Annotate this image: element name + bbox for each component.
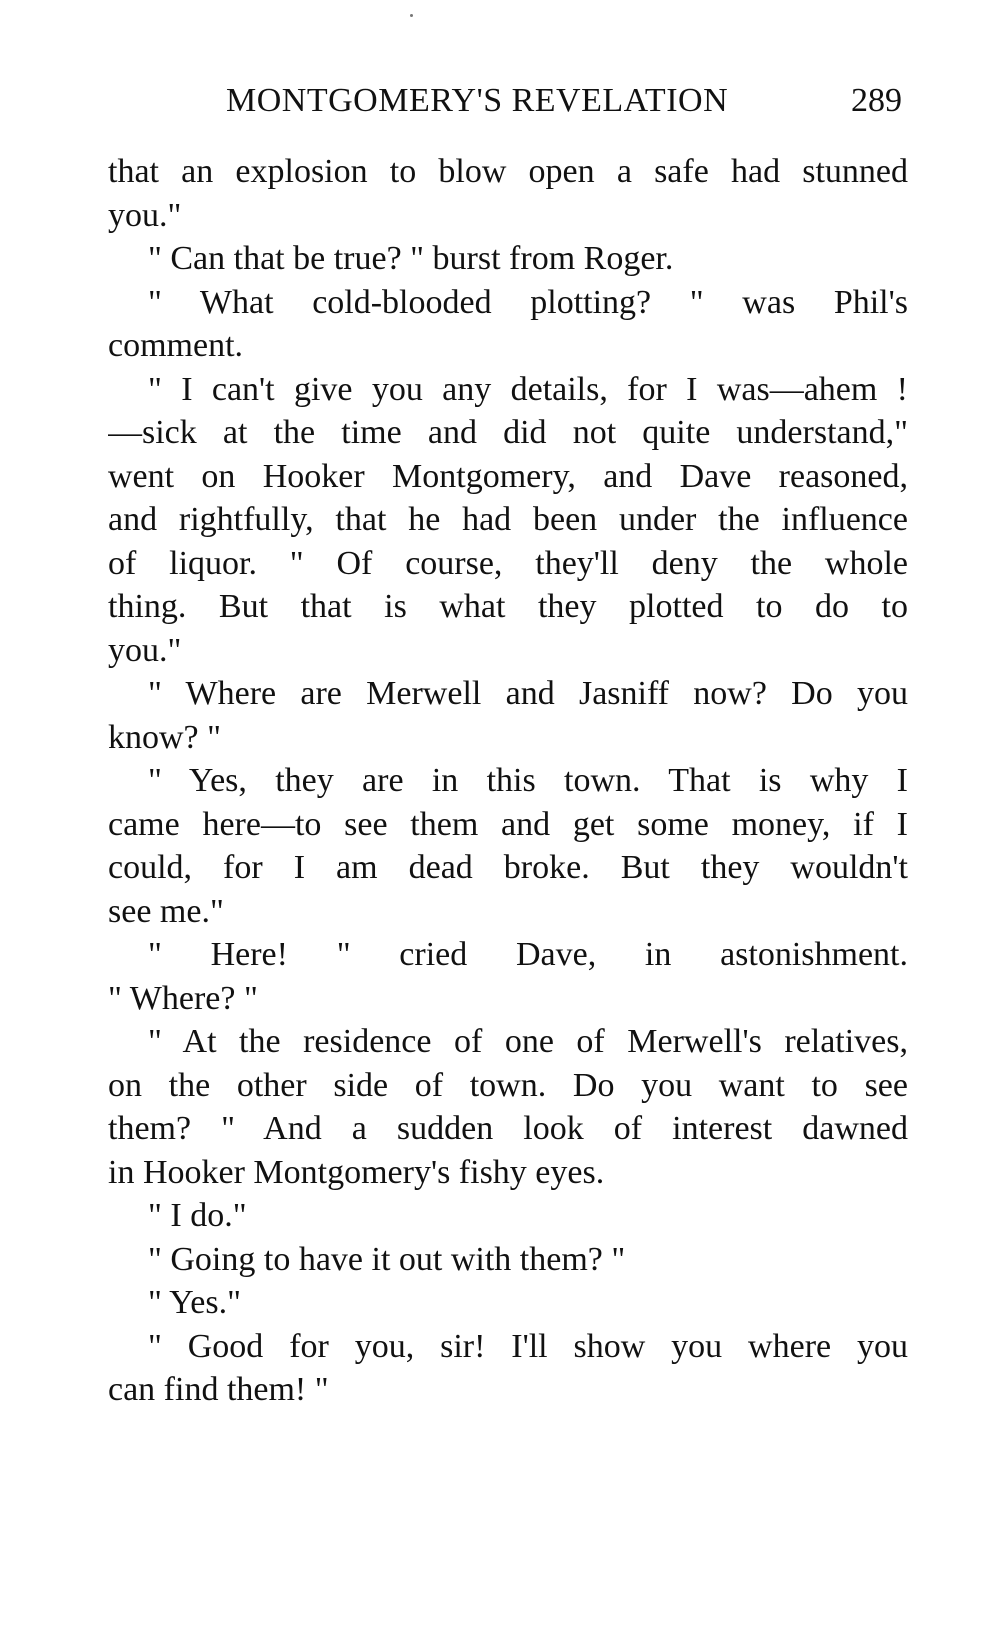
text-line: " Yes." [148, 1284, 241, 1321]
text-line: —sick at the time and did not quite understand," [108, 414, 908, 451]
running-title: MONTGOMERY'S REVELATION [226, 82, 729, 119]
text-line: you." [108, 631, 182, 669]
text-line: " Going to have it out with them? " [148, 1240, 626, 1278]
text-line: on the other side of town. Do you want to see [108, 1066, 908, 1104]
text-line: went on Hooker Montgomery, and Dave reasoned, [108, 457, 908, 495]
text-line: in Hooker Montgomery's fishy eyes. [108, 1153, 605, 1191]
text-line: " Yes, they are in this town. That is why I [148, 762, 908, 799]
text-line: " Can that be true? " burst from Roger. [148, 240, 674, 277]
text-line: " I do." [148, 1197, 247, 1234]
text-line: them? " And a sudden look of interest dawned [108, 1110, 908, 1147]
print-speck [410, 14, 413, 17]
text-line: see me." [108, 892, 224, 930]
page-header [108, 82, 908, 132]
text-line: " What cold-blooded plotting? " was Phil's [148, 283, 908, 321]
text-line: know? " [108, 718, 222, 756]
text-line: " Here! " cried Dave, in astonishment. [148, 936, 908, 973]
text-line: comment. [108, 327, 244, 364]
text-line: " Where? " [108, 979, 258, 1017]
text-line: can find them! " [108, 1371, 329, 1408]
text-line: could, for I am dead broke. But they wouldn't [108, 849, 908, 886]
text-line: you." [108, 196, 182, 234]
page-number: 289 [851, 82, 902, 119]
page-body-text [108, 150, 908, 1412]
text-line: " Where are Merwell and Jasniff now? Do you [148, 675, 908, 712]
text-line: " I can't give you any details, for I was—ahem ! [148, 370, 908, 408]
text-line: that an explosion to blow open a safe had stunned [108, 153, 908, 190]
text-line: and rightfully, that he had been under the influence [108, 501, 908, 538]
text-line: came here—to see them and get some money, if I [108, 805, 908, 843]
text-line: " Good for you, sir! I'll show you where you [148, 1327, 908, 1365]
text-line: of liquor. " Of course, they'll deny the whole [108, 544, 908, 582]
text-line: " At the residence of one of Merwell's relatives, [148, 1023, 908, 1060]
text-line: thing. But that is what they plotted to do to [108, 588, 908, 625]
